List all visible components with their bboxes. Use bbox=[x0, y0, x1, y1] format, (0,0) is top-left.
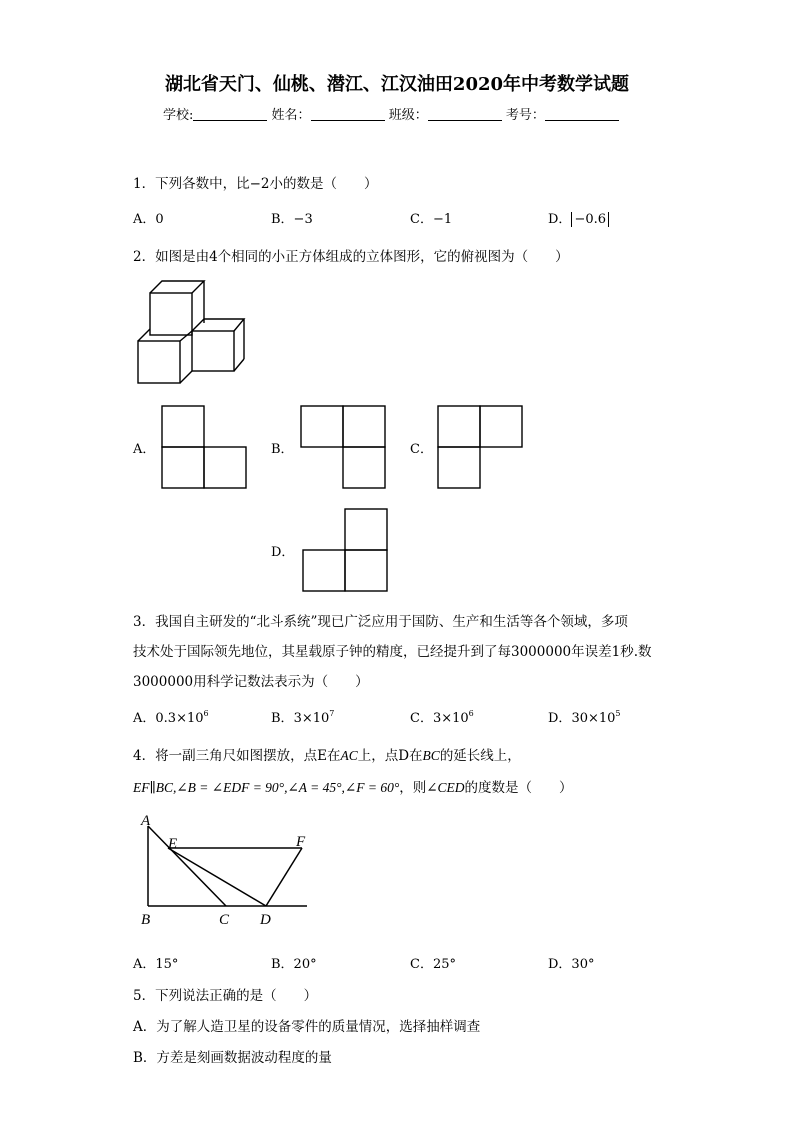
q4-line2-end: 的度数是（ ） bbox=[464, 780, 573, 796]
q1-option-c[interactable]: C．−1 bbox=[410, 212, 453, 227]
q3-stem-line3: 3000000用科学记数法表示为（ ） bbox=[133, 674, 369, 690]
number-label: 考号： bbox=[505, 108, 545, 123]
q1-option-d-value: −0.6 bbox=[571, 212, 609, 227]
q4-stem-line2 bbox=[133, 776, 573, 796]
q3-option-b-exp: 7 bbox=[329, 709, 335, 718]
q1-option-a[interactable]: A．0 bbox=[133, 212, 164, 227]
q4-segment-fd bbox=[266, 848, 302, 906]
name-blank[interactable] bbox=[311, 108, 385, 121]
q1-option-d-label: D． bbox=[548, 212, 572, 227]
q3-option-a-label: A． bbox=[133, 711, 156, 726]
q3-option-d[interactable] bbox=[548, 707, 621, 726]
q4-line1-mid: 上，点D在 bbox=[357, 748, 423, 764]
q4-label-b: B bbox=[141, 912, 151, 928]
q4-option-c[interactable]: C．25° bbox=[410, 957, 456, 972]
q3-option-a-exp: 6 bbox=[203, 709, 209, 718]
q3-option-c-label: C． bbox=[410, 711, 433, 726]
q5-option-b[interactable]: B．方差是刻画数据波动程度的量 bbox=[133, 1050, 332, 1066]
q3-stem-line1: 3．我国自主研发的“北斗系统”现已广泛应用于国防、生产和生活等各个领域，多项 bbox=[133, 614, 628, 630]
q2-option-d-figure bbox=[301, 507, 389, 593]
q3-option-a[interactable] bbox=[133, 707, 209, 726]
q4-option-d[interactable]: D．30° bbox=[548, 957, 595, 972]
q2-stem: 2．如图是由4个相同的小正方体组成的立体图形，它的俯视图为（ ） bbox=[133, 249, 569, 265]
q3-option-d-base: 30×10 bbox=[571, 711, 616, 726]
school-label: 学校: bbox=[163, 108, 194, 123]
q3-option-b[interactable] bbox=[271, 707, 334, 726]
q4-label-e: E bbox=[168, 836, 178, 852]
q3-stem-line2: 技术处于国际领先地位，其星载原子钟的精度，已经提升到了每3000000年误差1秒.数 bbox=[133, 644, 652, 660]
number-blank[interactable] bbox=[545, 108, 619, 121]
q2-solid-figure bbox=[130, 275, 250, 387]
q5-option-a[interactable]: A．为了解人造卫星的设备零件的质量情况，选择抽样调查 bbox=[133, 1019, 481, 1035]
q1-option-b[interactable]: B．−3 bbox=[271, 212, 313, 227]
q4-option-a[interactable]: A．15° bbox=[133, 957, 179, 972]
q4-line1-ac: AC bbox=[340, 748, 358, 763]
class-blank[interactable] bbox=[428, 108, 502, 121]
q3-option-d-label: D． bbox=[548, 711, 572, 726]
q4-triangle-figure bbox=[135, 808, 320, 938]
student-info-line bbox=[163, 104, 619, 123]
school-blank[interactable] bbox=[193, 108, 267, 121]
q2-option-d[interactable]: D． bbox=[271, 545, 295, 560]
q3-option-c-base: 3×10 bbox=[432, 711, 469, 726]
name-label: 姓名： bbox=[271, 108, 311, 123]
q3-option-d-exp: 5 bbox=[615, 709, 621, 718]
q2-option-c-figure bbox=[436, 404, 524, 490]
q4-line2-post: ，则∠ bbox=[399, 780, 438, 796]
q4-line2-ced: CED bbox=[437, 780, 465, 795]
q4-segment-ac bbox=[148, 826, 226, 906]
q2-option-b-figure bbox=[299, 404, 387, 490]
q2-option-b[interactable]: B． bbox=[271, 442, 294, 457]
page-title: 湖北省天门、仙桃、潜江、江汉油田2020年中考数学试题 bbox=[164, 74, 630, 95]
q4-label-f: F bbox=[296, 834, 306, 850]
q4-line2-math: EF∥BC,∠B = ∠EDF = 90°,∠A = 45°,∠F = 60° bbox=[133, 780, 400, 795]
q4-label-a: A bbox=[141, 813, 151, 829]
q3-option-a-base: 0.3×10 bbox=[155, 711, 204, 726]
q2-option-a[interactable]: A． bbox=[133, 442, 156, 457]
q1-option-d[interactable] bbox=[548, 208, 609, 227]
q4-stem-line1 bbox=[133, 744, 521, 764]
q4-label-d: D bbox=[260, 912, 271, 928]
q1-stem: 1．下列各数中，比−2小的数是（ ） bbox=[133, 176, 378, 192]
q4-line1-post: 的延长线上， bbox=[439, 748, 521, 764]
q4-line1-pre: 4．将一副三角尺如图摆放，点E在 bbox=[133, 748, 341, 764]
q4-label-c: C bbox=[219, 912, 230, 928]
class-label: 班级： bbox=[388, 108, 428, 123]
q3-option-c-exp: 6 bbox=[468, 709, 474, 718]
q3-option-c[interactable] bbox=[410, 707, 474, 726]
q5-stem: 5．下列说法正确的是（ ） bbox=[133, 988, 318, 1004]
q2-option-a-figure bbox=[160, 404, 248, 490]
q4-line1-bc: BC bbox=[422, 748, 440, 763]
q2-option-c[interactable]: C． bbox=[410, 442, 433, 457]
q3-option-b-base: 3×10 bbox=[293, 711, 330, 726]
q4-option-b[interactable]: B．20° bbox=[271, 957, 317, 972]
q3-option-b-label: B． bbox=[271, 711, 294, 726]
